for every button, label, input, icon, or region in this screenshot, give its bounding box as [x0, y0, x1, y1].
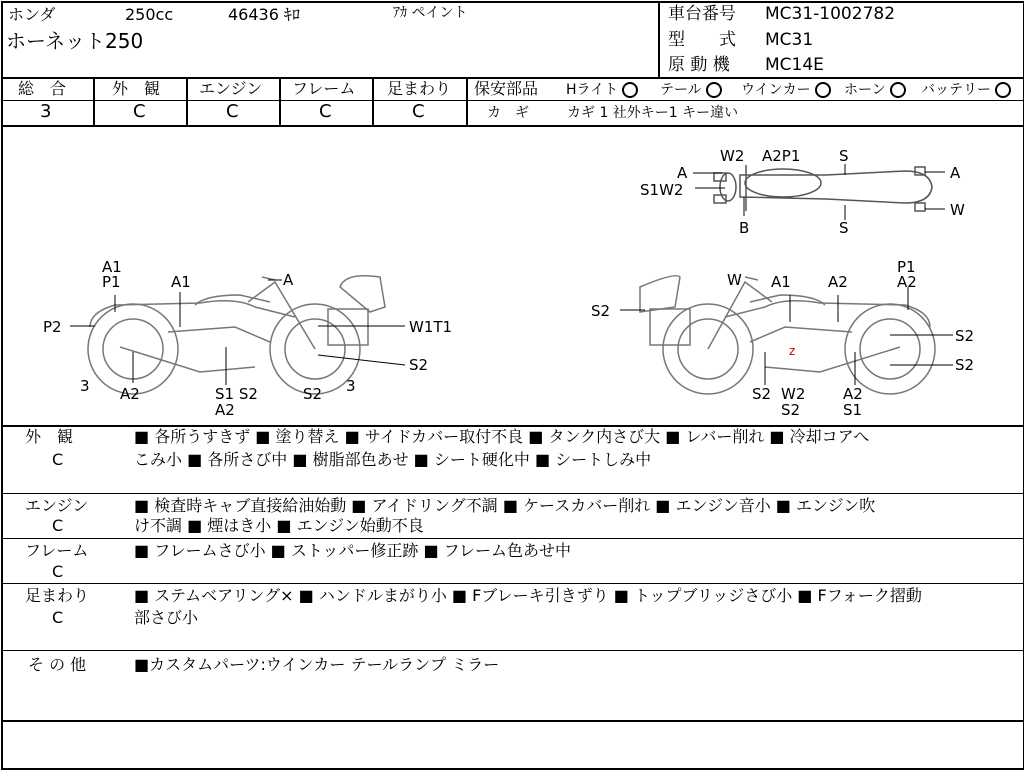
right-label-p1: P1 [897, 258, 916, 276]
left-label-s1s2: S1 S2 [215, 385, 258, 403]
notes-divider-2 [1, 538, 1023, 539]
notes-divider-1 [1, 493, 1023, 494]
safety-horn [844, 81, 906, 99]
left-label-p1: P1 [102, 273, 121, 291]
grade-col-5 [466, 77, 468, 125]
safety-headlight [566, 81, 638, 99]
grade-suspension: C [412, 101, 425, 122]
right-label-s2-r1: S2 [955, 327, 975, 345]
top-label-a-left: A [677, 164, 688, 182]
right-label-a2-right: A2 [897, 273, 917, 291]
frame-no: MC31-1002782 [765, 4, 896, 24]
left-label-3-left: 3 [80, 377, 90, 395]
note-grade-suspension: C [52, 608, 64, 627]
right-label-s2-r2: S2 [955, 356, 975, 374]
note-text-engine-1: ■ 検査時キャブ直接給油始動 ■ アイドリング不調 ■ ケースカバー削れ ■ エンジン音小 ■ エンジン吹 [134, 496, 876, 515]
note-label-frame: フレーム [25, 541, 89, 560]
notes-divider-3 [1, 583, 1023, 584]
grade-header-frame: フレーム [292, 79, 356, 98]
right-label-s2-b1: S2 [752, 385, 772, 403]
frame-no-label: 車台番号 [668, 4, 736, 24]
grade-col-2 [186, 77, 188, 125]
grade-col-3 [279, 77, 281, 125]
note-text-suspension-1: ■ ステムベアリング× ■ ハンドルまがり小 ■ Fブレーキ引きずり ■ トップブリッジさび小 ■ Fフォーク摺動 [134, 586, 922, 605]
damage-mark-red: z [789, 344, 796, 358]
note-label-engine: エンジン [25, 496, 89, 515]
safety-battery-label: バッテリー [921, 82, 991, 98]
top-view-bike [714, 165, 932, 211]
note-label-other: そ の 他 [28, 655, 87, 674]
type-label: 型 式 [668, 30, 736, 50]
notes-bottom-line [1, 720, 1023, 722]
grade-col-4 [372, 77, 374, 125]
damage-diagram [0, 127, 1024, 423]
engine-label: 原 動 機 [668, 55, 730, 75]
mileage: 46436 ｷﾛ [228, 5, 300, 24]
grade-header-engine: エンジン [199, 79, 263, 98]
notes-divider-4 [1, 650, 1023, 651]
key-value: カギ 1 社外キー1 キー違い [567, 105, 739, 121]
safety-battery [921, 81, 1011, 99]
color: ｱｶ ペイント [393, 5, 468, 21]
grade-engine: C [226, 101, 239, 122]
circle-mark-icon [706, 82, 722, 98]
maker: ホンダ [8, 5, 56, 24]
grade-exterior: C [133, 101, 146, 122]
safety-tail [660, 81, 722, 99]
circle-mark-icon [622, 82, 638, 98]
grade-overall: 3 [40, 101, 52, 122]
right-label-a2-top: A2 [828, 273, 848, 291]
grade-mid-line [1, 100, 1023, 101]
right-label-a2-bottom: A2 [843, 385, 863, 403]
note-text-frame-1: ■ フレームさび小 ■ ストッパー修正跡 ■ フレーム色あせ中 [134, 541, 572, 560]
grade-header-exterior: 外 観 [112, 79, 161, 98]
top-label-s-top: S [839, 147, 849, 165]
left-label-a1-top: A1 [102, 258, 122, 276]
circle-mark-icon [890, 82, 906, 98]
safety-winker [741, 81, 831, 99]
top-label-s-bottom: S [839, 219, 849, 237]
left-label-a: A [283, 271, 294, 289]
note-text-exterior-2: こみ小 ■ 各所さび中 ■ 樹脂部色あせ ■ シート硬化中 ■ シートしみ中 [134, 450, 652, 469]
right-label-s2-left: S2 [591, 302, 611, 320]
note-text-other-1: ■カスタムパーツ:ウインカー テールランプ ミラー [134, 655, 500, 674]
circle-mark-icon [995, 82, 1011, 98]
note-label-exterior: 外 観 [25, 427, 74, 446]
top-label-a-right: A [950, 164, 961, 182]
key-label: カ ギ [487, 105, 529, 121]
note-text-exterior-1: ■ 各所うすきず ■ 塗り替え ■ サイドカバー取付不良 ■ タンク内さび大 ■ レバー削れ ■ 冷却コアへ [134, 427, 870, 446]
safety-label: 保安部品 [474, 79, 539, 98]
top-label-w2: W2 [720, 147, 745, 165]
safety-tail-label: テール [660, 82, 702, 98]
right-label-w: W [727, 271, 742, 289]
grade-header-suspension: 足まわり [387, 79, 452, 98]
right-label-w2: W2 [781, 385, 806, 403]
note-grade-frame: C [52, 562, 64, 581]
grade-frame: C [319, 101, 332, 122]
left-label-a2: A2 [120, 385, 140, 403]
top-label-w-right: W [950, 201, 965, 219]
left-label-s2-bottom: S2 [303, 385, 323, 403]
safety-horn-label: ホーン [844, 82, 886, 98]
note-label-suspension: 足まわり [25, 586, 90, 605]
left-label-3-right: 3 [346, 377, 356, 395]
header-vertical-divider [658, 1, 660, 77]
right-label-s2-b2: S2 [781, 401, 801, 419]
left-label-w1t1: W1T1 [409, 318, 453, 336]
grade-header-overall: 総 合 [18, 79, 67, 98]
left-label-s2-right: S2 [409, 356, 429, 374]
note-grade-exterior: C [52, 450, 64, 469]
note-text-engine-2: け不調 ■ 煙はき小 ■ エンジン始動不良 [134, 516, 424, 535]
left-label-p2: P2 [43, 318, 62, 336]
top-label-a2p1: A2P1 [762, 147, 801, 165]
right-label-a1: A1 [771, 273, 791, 291]
right-label-s1: S1 [843, 401, 863, 419]
circle-mark-icon [815, 82, 831, 98]
model-name: ホーネット250 [6, 29, 144, 53]
left-label-a2-bottom: A2 [215, 401, 235, 419]
note-grade-engine: C [52, 516, 64, 535]
top-label-s1w2: S1W2 [640, 181, 684, 199]
safety-headlight-label: Hライト [566, 82, 619, 98]
type-value: MC31 [765, 30, 814, 50]
top-label-b: B [739, 219, 750, 237]
note-text-suspension-2: 部さび小 [134, 608, 199, 627]
left-label-a1: A1 [171, 273, 191, 291]
grade-col-1 [93, 77, 95, 125]
safety-winker-label: ウインカー [741, 82, 811, 98]
displacement: 250cc [125, 5, 174, 24]
engine-value: MC14E [765, 55, 824, 75]
